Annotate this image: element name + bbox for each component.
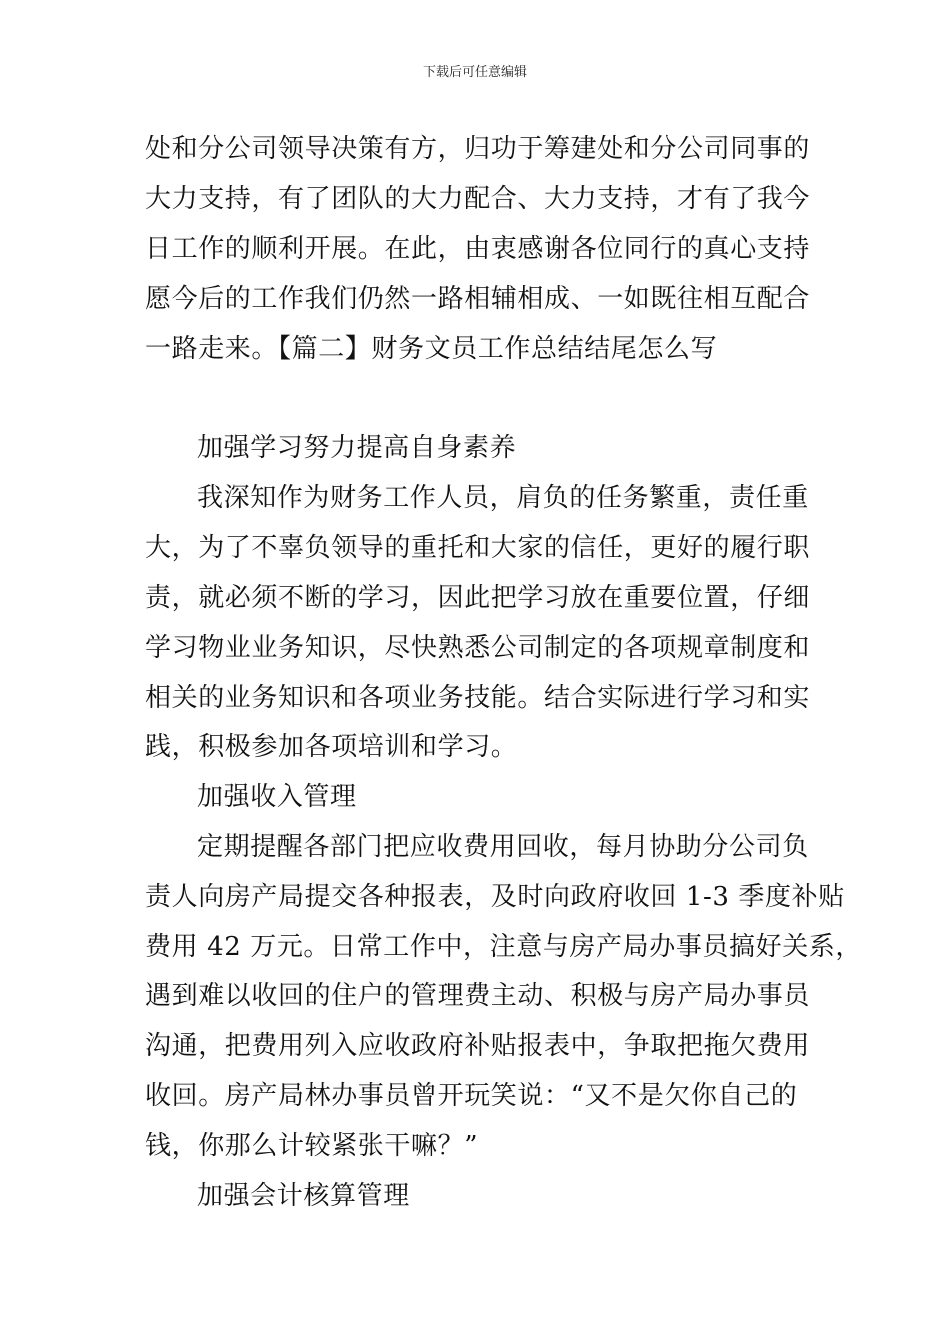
body-line: 钱，你那么计较紧张干嘛？” bbox=[145, 1131, 479, 1161]
body-line: 日工作的顺利开展。在此，由衷感谢各位同行的真心支持 bbox=[145, 234, 811, 264]
section-heading: 加强收入管理 bbox=[197, 782, 357, 812]
page-header: 下载后可任意编辑 bbox=[422, 65, 527, 80]
paragraph-first-line: 定期提醒各部门把应收费用回收，每月协助分公司负 bbox=[197, 832, 809, 862]
body-line: 遇到难以收回的住户的管理费主动、积极与房产局办事员 bbox=[145, 981, 811, 1011]
paragraph-first-line: 我深知作为财务工作人员，肩负的任务繁重，责任重 bbox=[197, 483, 809, 513]
section-heading: 加强会计核算管理 bbox=[197, 1181, 410, 1211]
body-line: 责，就必须不断的学习，因此把学习放在重要位置，仔细 bbox=[145, 583, 811, 613]
body-line: 大力支持，有了团队的大力配合、大力支持，才有了我今 bbox=[145, 184, 811, 214]
body-line: 沟通，把费用列入应收政府补贴报表中，争取把拖欠费用 bbox=[145, 1031, 811, 1061]
body-line: 相关的业务知识和各项业务技能。结合实际进行学习和实 bbox=[145, 683, 811, 713]
section-heading: 加强学习努力提高自身素养 bbox=[197, 433, 517, 463]
body-line: 践，积极参加各项培训和学习。 bbox=[145, 732, 518, 762]
body-line: 大，为了不辜负领导的重托和大家的信任，更好的履行职 bbox=[145, 533, 811, 563]
body-line: 责人向房产局提交各种报表，及时向政府收回 1-3 季度补贴 bbox=[145, 882, 845, 912]
body-line: 学习物业业务知识，尽快熟悉公司制定的各项规章制度和 bbox=[145, 633, 811, 663]
body-line: 处和分公司领导决策有方，归功于筹建处和分公司同事的 bbox=[145, 134, 811, 164]
body-line: 费用 42 万元。日常工作中，注意与房产局办事员搞好关系， bbox=[145, 932, 863, 962]
body-line: 一路走来。【篇二】财务文员工作总结结尾怎么写 bbox=[145, 334, 718, 364]
body-line: 收回。房产局林办事员曾开玩笑说：“又不是欠你自己的 bbox=[145, 1081, 798, 1111]
body-line: 愿今后的工作我们仍然一路相辅相成、一如既往相互配合 bbox=[145, 284, 811, 314]
